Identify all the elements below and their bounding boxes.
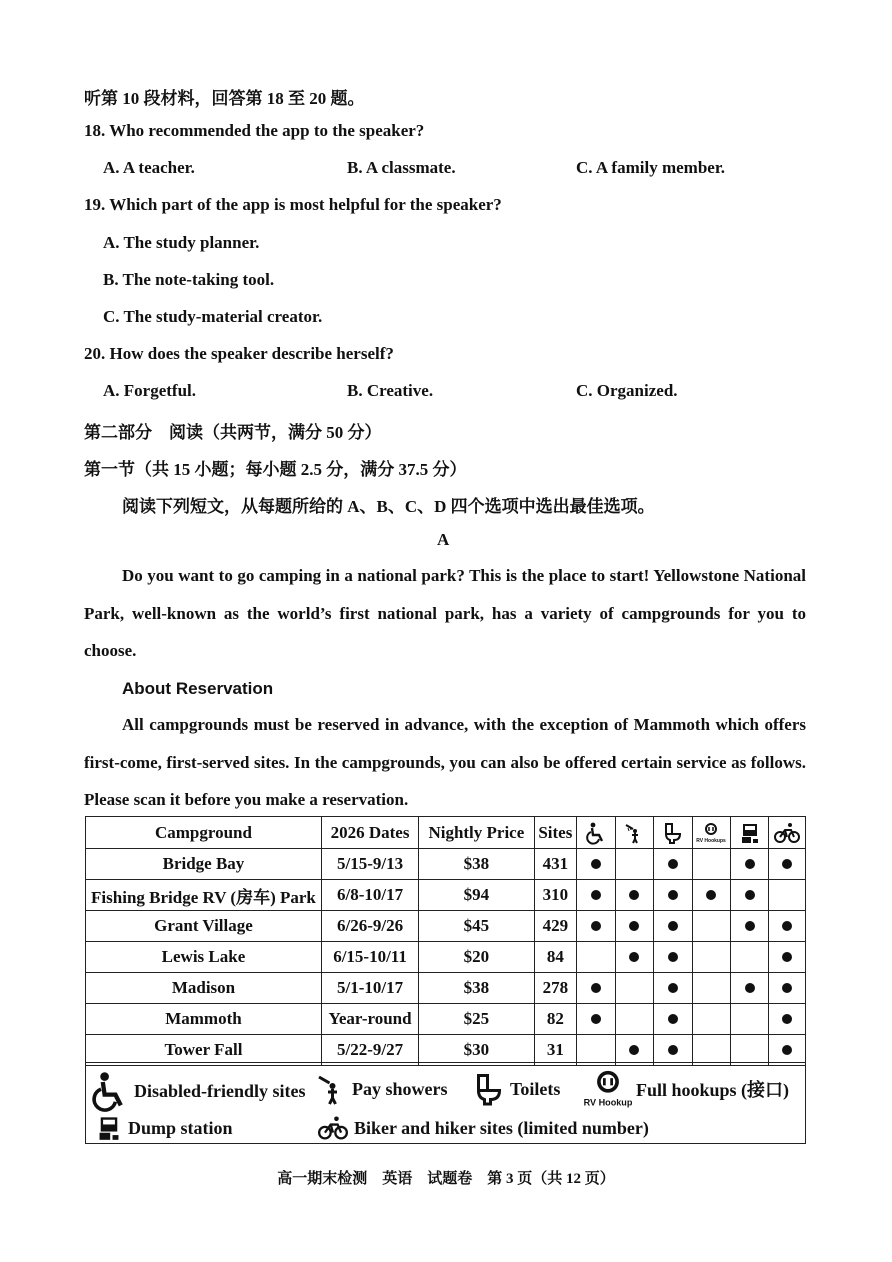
cell-service [769, 1035, 806, 1066]
service-dot [591, 1014, 601, 1024]
service-dot [629, 1045, 639, 1055]
cell-sites: 278 [534, 973, 577, 1004]
cell-dates: 6/15-10/11 [321, 942, 418, 973]
cell-service [730, 1035, 768, 1066]
table-row [86, 1035, 806, 1066]
shower-icon [615, 817, 653, 849]
cell-service [769, 1004, 806, 1035]
cell-service [730, 973, 768, 1004]
cell-dates: 5/1-10/17 [321, 973, 418, 1004]
cell-service [769, 880, 806, 911]
service-dot [745, 983, 755, 993]
cell-service [730, 880, 768, 911]
svg-text:RV Hookups: RV Hookups [696, 837, 727, 844]
dump-station-icon [96, 1115, 122, 1141]
cell-service [692, 942, 730, 973]
col-dates: 2026 Dates [321, 817, 418, 849]
option-19c: C. The study-material creator. [103, 307, 323, 326]
cell-dates: 6/26-9/26 [321, 911, 418, 942]
cell-name: Tower Fall [86, 1035, 322, 1066]
service-dot [668, 983, 678, 993]
rv-hookup-icon [692, 817, 730, 849]
cell-service [577, 1004, 615, 1035]
cell-service [654, 849, 692, 880]
cell-service [769, 942, 806, 973]
cell-dates: Year-round [321, 1004, 418, 1035]
cell-service [577, 942, 615, 973]
service-dot [668, 921, 678, 931]
campground-table [85, 816, 806, 1066]
svg-text:RV Hookup: RV Hookup [583, 1097, 633, 1108]
cell-service [615, 942, 653, 973]
service-dot [745, 890, 755, 900]
cell-price: $30 [419, 1035, 534, 1066]
legend-hookups [583, 1069, 790, 1109]
cell-service [692, 911, 730, 942]
cell-sites: 431 [534, 849, 577, 880]
cell-service [730, 942, 768, 973]
option-19a: A. The study planner. [103, 233, 260, 252]
toilet-icon [474, 1071, 504, 1107]
service-dot [629, 890, 639, 900]
cell-price: $94 [419, 880, 534, 911]
cell-service [654, 942, 692, 973]
cell-service [692, 1004, 730, 1035]
col-price: Nightly Price [419, 817, 534, 849]
dump-station-icon [730, 817, 768, 849]
service-dot [706, 890, 716, 900]
legend-disabled [92, 1071, 306, 1111]
service-dot [591, 859, 601, 869]
cell-service [577, 1035, 615, 1066]
service-dot [745, 921, 755, 931]
cell-service [615, 880, 653, 911]
cell-service [654, 1035, 692, 1066]
cell-name: Lewis Lake [86, 942, 322, 973]
cell-service [769, 973, 806, 1004]
cell-service [692, 849, 730, 880]
option-18a: A. A teacher. [103, 158, 195, 177]
cell-price: $25 [419, 1004, 534, 1035]
shower-icon [316, 1071, 346, 1107]
service-dot [668, 859, 678, 869]
cell-sites: 429 [534, 911, 577, 942]
legend-biker [318, 1115, 649, 1141]
cell-price: $38 [419, 973, 534, 1004]
legend-hookups-label: Full hookups (接口) [636, 1080, 790, 1100]
option-20a: A. Forgetful. [103, 381, 197, 400]
cell-service [615, 973, 653, 1004]
service-dot [629, 921, 639, 931]
cell-service [577, 973, 615, 1004]
option-20b: B. Creative. [347, 381, 434, 400]
cell-name: Mammoth [86, 1004, 322, 1035]
service-dot [745, 859, 755, 869]
service-dot [782, 1014, 792, 1024]
legend-showers [316, 1071, 448, 1107]
service-legend [85, 1062, 806, 1144]
service-dot [629, 952, 639, 962]
bike-icon [318, 1115, 348, 1141]
legend-toilets-label: Toilets [510, 1078, 561, 1099]
cell-service [692, 880, 730, 911]
service-dot [668, 1014, 678, 1024]
reading-instruction: 阅读下列短文，从每题所给的 A、B、C、D 四个选项中选出最佳选项。 [122, 497, 655, 516]
cell-name: Bridge Bay [86, 849, 322, 880]
wheelchair-icon [92, 1071, 128, 1111]
legend-disabled-label: Disabled-friendly sites [134, 1080, 306, 1101]
section-one-title: 第一节（共 15 小题；每小题 2.5 分，满分 37.5 分） [84, 460, 467, 479]
section-intro: 听第 10 段材料，回答第 18 至 20 题。 [84, 89, 365, 108]
cell-service [577, 849, 615, 880]
cell-dates: 5/15-9/13 [321, 849, 418, 880]
cell-sites: 84 [534, 942, 577, 973]
cell-sites: 31 [534, 1035, 577, 1066]
service-dot [668, 952, 678, 962]
cell-service [769, 849, 806, 880]
reservation-heading: About Reservation [122, 679, 274, 698]
cell-service [769, 911, 806, 942]
cell-service [615, 911, 653, 942]
service-dot [782, 859, 792, 869]
service-dot [591, 890, 601, 900]
option-18c: C. A family member. [576, 158, 726, 177]
legend-dump [96, 1115, 233, 1141]
intro-paragraph: Do you want to go camping in a national park? This is the place to start! Yellowstone National Park, well-known as the world’s first national park, has a variety of campgrounds for you to choose. [84, 566, 806, 660]
service-dot [591, 921, 601, 931]
passage-label: A [437, 530, 450, 549]
table-row [86, 911, 806, 942]
cell-service [692, 1035, 730, 1066]
cell-service [654, 1004, 692, 1035]
page-footer: 高一期末检测 英语 试题卷 第 3 页（共 12 页） [277, 1171, 615, 1187]
cell-name: Fishing Bridge RV (房车) Park [86, 880, 322, 911]
cell-dates: 5/22-9/27 [321, 1035, 418, 1066]
legend-dump-label: Dump station [128, 1117, 233, 1138]
reservation-paragraph: All campgrounds must be reserved in advance, with the exception of Mammoth which offers first-come, first-served sites. In the campgrounds, you can also be offered certain service as follows. Please scan it before you make a reservation. [84, 715, 806, 809]
question-18: 18. Who recommended the app to the speaker? [84, 121, 425, 140]
cell-name: Grant Village [86, 911, 322, 942]
question-19: 19. Which part of the app is most helpful for the speaker? [84, 195, 502, 214]
question-20: 20. How does the speaker describe herself? [84, 344, 394, 363]
cell-service [577, 880, 615, 911]
table-row [86, 973, 806, 1004]
cell-sites: 310 [534, 880, 577, 911]
col-sites: Sites [534, 817, 577, 849]
cell-service [615, 849, 653, 880]
service-dot [782, 921, 792, 931]
legend-biker-label: Biker and hiker sites (limited number) [354, 1117, 649, 1138]
option-20c: C. Organized. [576, 381, 678, 400]
table-row [86, 942, 806, 973]
option-19b: B. The note-taking tool. [103, 270, 275, 289]
cell-name: Madison [86, 973, 322, 1004]
service-dot [782, 952, 792, 962]
part-two-title: 第二部分 阅读（共两节，满分 50 分） [84, 423, 382, 442]
service-dot [782, 983, 792, 993]
table-row [86, 1004, 806, 1035]
cell-service [730, 849, 768, 880]
cell-service [692, 973, 730, 1004]
cell-service [654, 911, 692, 942]
toilet-icon [654, 817, 692, 849]
legend-showers-label: Pay showers [352, 1078, 448, 1099]
cell-price: $20 [419, 942, 534, 973]
cell-service [654, 880, 692, 911]
cell-service [577, 911, 615, 942]
table-row [86, 880, 806, 911]
option-18b: B. A classmate. [347, 158, 456, 177]
service-dot [591, 983, 601, 993]
wheelchair-icon [577, 817, 615, 849]
cell-service [615, 1004, 653, 1035]
col-campground: Campground [86, 817, 322, 849]
service-dot [668, 890, 678, 900]
cell-price: $38 [419, 849, 534, 880]
service-dot [782, 1045, 792, 1055]
cell-service [730, 1004, 768, 1035]
legend-toilets [474, 1071, 560, 1107]
cell-dates: 6/8-10/17 [321, 880, 418, 911]
bike-icon [769, 817, 806, 849]
service-dot [668, 1045, 678, 1055]
cell-service [730, 911, 768, 942]
cell-service [615, 1035, 653, 1066]
cell-price: $45 [419, 911, 534, 942]
table-row [86, 849, 806, 880]
cell-sites: 82 [534, 1004, 577, 1035]
cell-service [654, 973, 692, 1004]
table-header-row [86, 817, 806, 849]
rv-hookup-icon [583, 1069, 633, 1109]
